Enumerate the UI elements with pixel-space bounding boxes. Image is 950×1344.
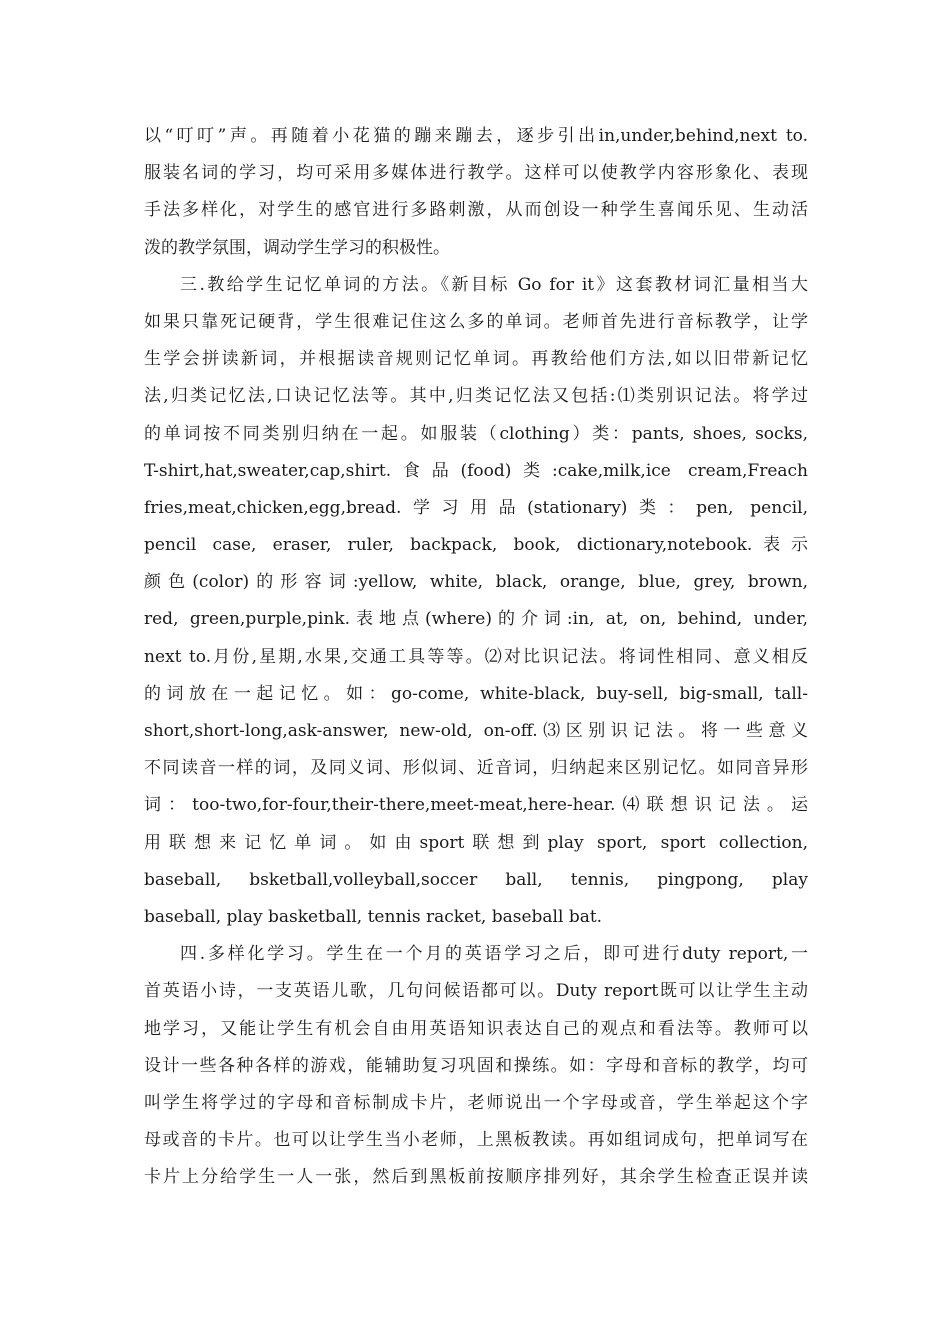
text-line: 法,归类记忆法,口诀记忆法等。其中,归类记忆法又包括:⑴类别识记法。将学过: [144, 386, 808, 407]
text-line: 首英语小诗，一支英语儿歌，几句问候语都可以。Duty report既可以让学生主动: [144, 981, 808, 1002]
text-line: 用联想来记忆单词。如由sport联想到play sport, sport collection,: [144, 832, 808, 853]
text-line: fries,meat,chicken,egg,bread.学习用品(stationary)类：pen, pencil,: [144, 497, 808, 518]
text-line: baseball, play basketball, tennis racket, baseball bat.: [144, 906, 603, 927]
body-text: [144, 118, 808, 1196]
text-line: 地学习，又能让学生有机会自由用英语知识表达自己的观点和看法等。教师可以: [144, 1018, 808, 1039]
text-line: 服装名词的学习，均可采用多媒体进行教学。这样可以使教学内容形象化、表现: [144, 163, 808, 184]
text-line: 四.多样化学习。学生在一个月的英语学习之后，即可进行duty report,一: [180, 944, 808, 965]
text-line: 如果只靠死记硬背，学生很难记住这么多的单词。老师首先进行音标教学，让学: [144, 311, 808, 332]
text-line: 设计一些各种各样的游戏，能辅助复习巩固和操练。如：字母和音标的教学，均可: [144, 1055, 808, 1076]
text-line: short,short-long,ask-answer, new-old, on-off.⑶区别识记法。将一些意义: [144, 721, 808, 741]
text-line: 卡片上分给学生一人一张，然后到黑板前按顺序排列好，其余学生检查正误并读: [144, 1167, 808, 1188]
text-line: 泼的教学氛围，调动学生学习的积极性。: [144, 237, 450, 258]
text-line: 生学会拼读新词，并根据读音规则记忆单词。再教给他们方法,如以旧带新记忆: [144, 349, 808, 370]
text-line: red, green,purple,pink.表地点(where)的介词:in, at, on, behind, under,: [144, 609, 808, 630]
text-line: 的单词按不同类别归纳在一起。如服装（clothing）类：pants, shoes, socks,: [144, 423, 808, 444]
text-line: 叫学生将学过的字母和音标制成卡片，老师说出一个字母或音，学生举起这个字: [144, 1092, 808, 1113]
text-line: 以“叮叮”声。再随着小花猫的蹦来蹦去，逐步引出in,under,behind,next to.: [144, 126, 808, 146]
text-line: T-shirt,hat,sweater,cap,shirt.食品(food)类:cake,milk,ice cream,Freach: [144, 460, 808, 481]
text-line: baseball, bsketball,volleyball,soccer ball, tennis, pingpong, play: [144, 869, 808, 890]
text-line: 的词放在一起记忆。如：go-come, white-black, buy-sell, big-small, tall-: [144, 683, 808, 704]
text-line: pencil case, eraser, ruler, backpack, book, dictionary,notebook.表示: [144, 535, 808, 556]
text-line: next to.月份,星期,水果,交通工具等等。⑵对比识记法。将词性相同、意义相反: [144, 646, 808, 667]
text-line: 不同读音一样的词，及同义词、形似词、近音词，归纳起来区别记忆。如同音异形: [144, 758, 808, 779]
text-line: 词：too-two,for-four,their-there,meet-meat,here-hear.⑷联想识记法。运: [144, 795, 808, 816]
text-line: 颜色(color)的形容词:yellow, white, black, orange, blue, grey, brown,: [144, 572, 808, 593]
text-line: 三.教给学生记忆单词的方法。《新目标 Go for it》这套教材词汇量相当大: [180, 274, 808, 295]
text-line: 母或音的卡片。也可以让学生当小老师，上黑板教读。再如组词成句，把单词写在: [144, 1130, 808, 1151]
text-line: 手法多样化，对学生的感官进行多路刺激，从而创设一种学生喜闻乐见、生动活: [144, 200, 808, 221]
